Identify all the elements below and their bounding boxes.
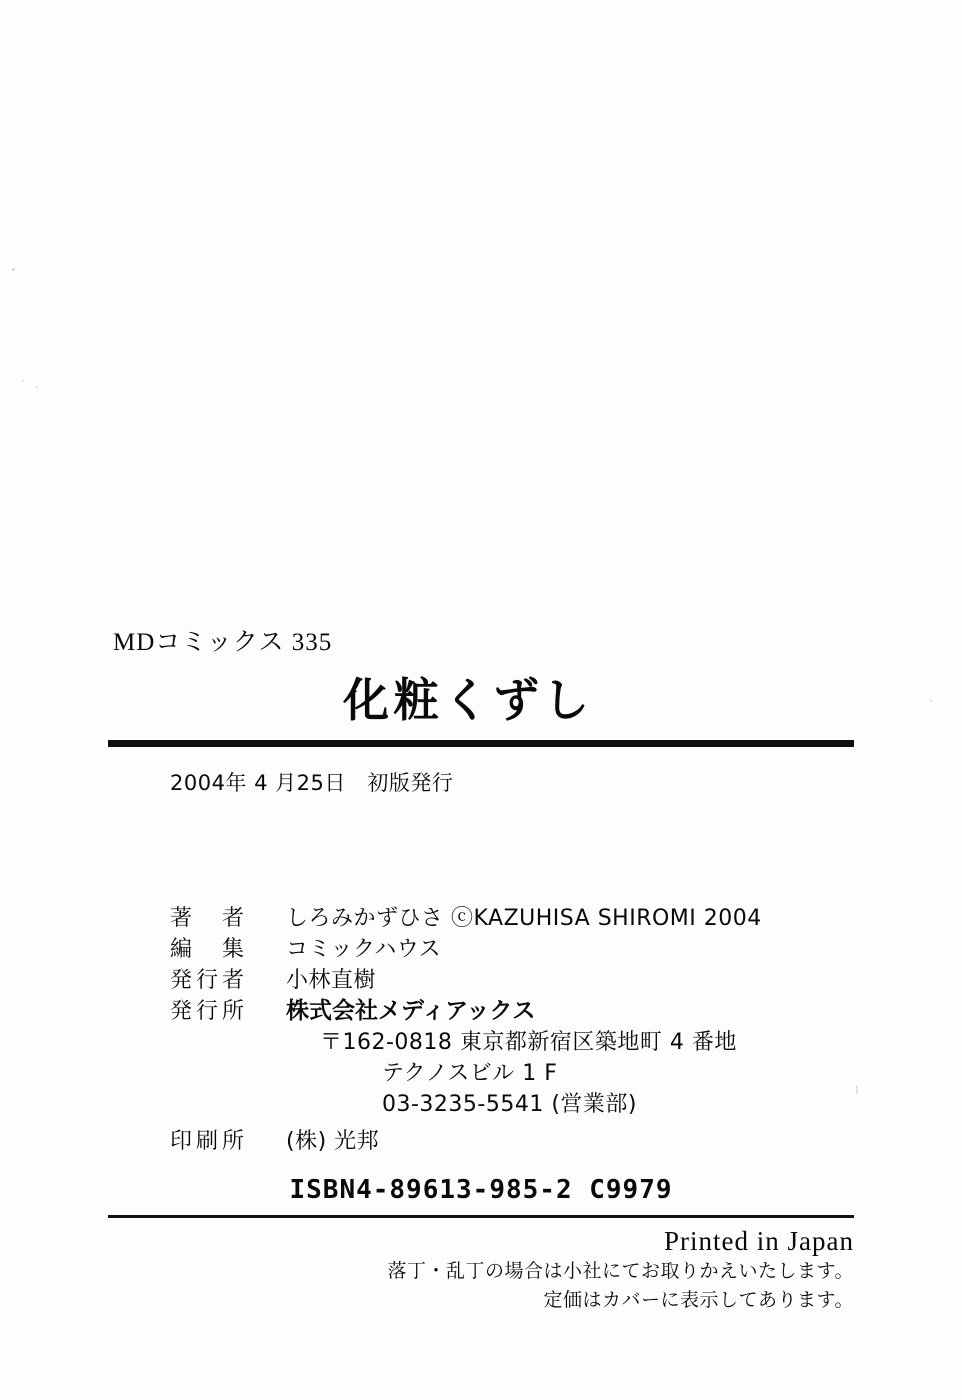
credit-label-publisher-person: 発行者: [170, 968, 249, 993]
paper-speck: [930, 700, 932, 702]
footer-block: [108, 1226, 854, 1315]
credit-value-printer: (株) 光邦: [286, 1129, 380, 1154]
paper-speck: [22, 380, 24, 382]
publication-date: 2004年 4 月25日 初版発行: [170, 771, 454, 795]
publisher-address-line: 〒162-0818 東京都新宿区築地町 4 番地: [320, 1030, 737, 1055]
notice-line: 定価はカバーに表示してあります。: [543, 1289, 854, 1311]
credits-list: [170, 903, 854, 1157]
credit-value-publisher: 株式会社メディアックス: [286, 998, 536, 1024]
credit-row: [170, 903, 854, 934]
divider-top: [108, 740, 854, 747]
credit-label-publisher: 発行所: [170, 999, 249, 1024]
credit-row: [170, 996, 854, 1027]
publisher-phone-line: 03-3235-5541 (営業部): [382, 1092, 638, 1117]
credit-value-author: しろみかずひさ ⓒKAZUHISA SHIROMI 2004: [286, 906, 762, 931]
colophon-block: [108, 622, 854, 1315]
credit-label-printer: 印刷所: [170, 1129, 249, 1154]
isbn-code: ISBN4-89613-985-2 C9979: [289, 1175, 673, 1205]
divider-bottom: [108, 1215, 854, 1218]
paper-speck: [12, 268, 15, 271]
paper-speck: [36, 386, 38, 388]
series-line: MDコミックス 335: [113, 629, 333, 656]
credit-value-editor: コミックハウス: [286, 937, 442, 962]
credit-row: [170, 965, 854, 996]
book-title: 化粧くずし: [343, 673, 593, 727]
publisher-address-line: テクノスビル 1 F: [382, 1061, 558, 1086]
paper-speck: [856, 1085, 858, 1094]
credit-label-editor: 編 集: [170, 937, 249, 962]
printed-in-japan: Printed in Japan: [664, 1226, 854, 1256]
credit-label-author: 著 者: [170, 906, 249, 931]
credit-row: [170, 934, 854, 965]
credit-value-publisher-person: 小林直樹: [286, 968, 377, 993]
notice-line: 落丁・乱丁の場合は小社にてお取りかえいたします。: [387, 1260, 854, 1282]
credit-row: [170, 1126, 854, 1157]
